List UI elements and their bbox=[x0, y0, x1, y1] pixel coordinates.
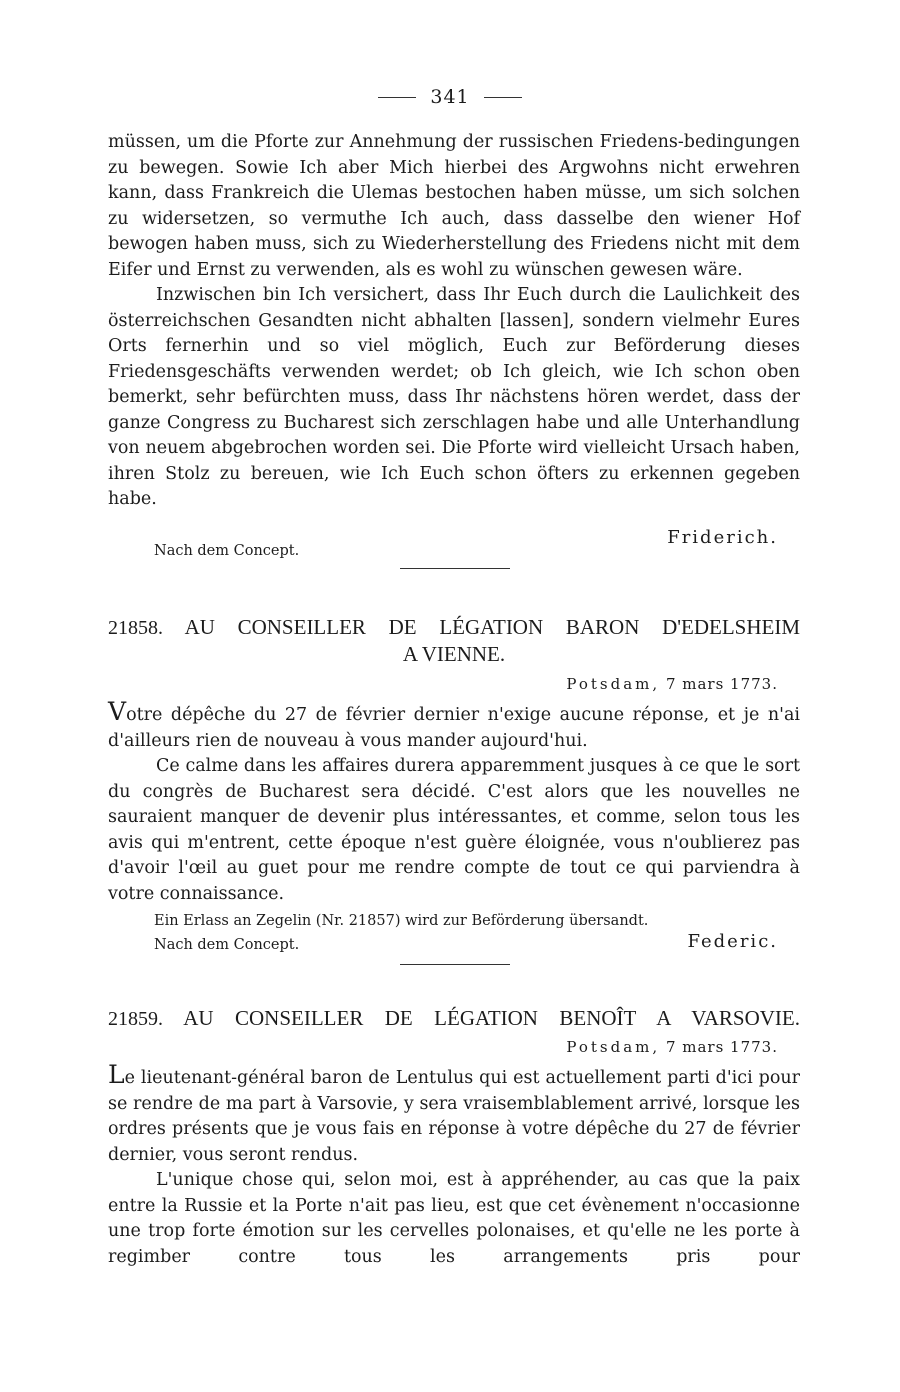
doc-21858-paragraph-1-text: otre dépêche du 27 de février dernier n'exige aucune réponse, et je n'ai d'ailleurs rien de nouveau à vous mander aujourd'hui. bbox=[108, 705, 800, 751]
letter-end-section bbox=[108, 130, 800, 513]
doc-21858-paragraph-1 bbox=[108, 699, 800, 754]
page-number: 341 bbox=[430, 86, 470, 108]
doc-21859-place: Potsdam, bbox=[566, 1038, 661, 1056]
doc-21859-dateline bbox=[108, 1038, 800, 1056]
doc-21858-place: Potsdam, bbox=[566, 675, 661, 693]
doc-21859-dropcap: L bbox=[108, 1060, 125, 1089]
doc-21859-heading bbox=[108, 1005, 800, 1032]
doc-21858-dropcap: V bbox=[108, 697, 127, 726]
doc-21859-paragraph-2: L'unique chose qui, selon moi, est à appréhender, au cas que la paix entre la Russie et la Porte n'ait pas lieu, est que cet évènement n'occasionne une trop forte émotion sur les cervelles polonaises, et qu'elle ne les porte à regimber contre tous les arrangements pris pour bbox=[108, 1170, 800, 1267]
letter-end-closing bbox=[108, 527, 800, 563]
doc-21858-heading bbox=[108, 614, 800, 641]
doc-21858-heading-line1: AU CONSEILLER DE LÉGATION BARON D'EDELSHEIM bbox=[184, 615, 800, 639]
section-divider-1 bbox=[400, 568, 510, 569]
doc-21859-number: 21859. bbox=[108, 1008, 163, 1030]
doc-21859-paragraph-1-text: e lieutenant-général baron de Lentulus qui est actuellement parti d'ici pour se rendre de ma part à Varsovie, y sera vraisemblablement arrivé, lorsque les ordres présents que je vous fais en réponse à votre dépêche du 27 de février dernier, vous seront rendus. bbox=[108, 1068, 800, 1165]
header-dash-right bbox=[484, 97, 522, 98]
page-header bbox=[0, 86, 900, 108]
doc-21858-closing bbox=[108, 933, 800, 957]
letter-end-paragraph-1: müssen, um die Pforte zur Annehmung der russischen Friedens-bedingungen zu bewegen. Sowie Ich aber Mich hierbei des Argwohns nicht erwehren kann, dass Frankreich die Ulemas bestochen haben müsse, um sich solchen zu widersetzen, so vermuthe Ich auch, dass dasselbe den wiener Hof bewogen haben muss, sich zu Wiederherstellung des Friedens nicht mit dem Eifer und Ernst zu verwenden, als es wohl zu wünschen gewesen wäre. bbox=[108, 132, 800, 280]
signature-friderich: Friderich. bbox=[667, 527, 778, 548]
document-21859 bbox=[108, 1005, 800, 1270]
section-divider-2 bbox=[400, 964, 510, 965]
doc-21858-dateline bbox=[108, 675, 800, 693]
letter-end-paragraph-2: Inzwischen bin Ich versichert, dass Ihr Euch durch die Laulichkeit des österreichschen Gesandten nicht abhalten [lassen], sondern vielmehr Eures Orts fernerhin und so viel möglich, Euch zur Beförderung dieses Friedensgeschäfts verwenden werdet; ob Ich gleich, wie Ich schon oben bemerkt, sehr befürchten muss, dass Ihr nächstens hören werdet, dass der ganze Congress zu Bucharest sich zerschlagen habe und alle Unterhandlung von neuem abgebrochen worden sei. Die Pforte wird vielleicht Ursach haben, ihren Stolz zu bereuen, wie Ich Euch schon öfters zu erkennen gegeben habe. bbox=[108, 285, 800, 509]
source-note-1: Nach dem Concept. bbox=[154, 543, 300, 559]
doc-21858-paragraph-2: Ce calme dans les affaires durera apparemment jusques à ce que le sort du congrès de Bucharest sera décidé. C'est alors que les nouvelles ne sauraient manquer de devenir plus intéressantes, et comme, selon tous les avis qui m'entrent, cette époque n'est guère éloignée, vous n'oublierez pas d'avoir l'œil au guet pour me rendre compte de tout ce qui parviendra à votre connaissance. bbox=[108, 756, 800, 904]
doc-21859-paragraph-1 bbox=[108, 1062, 800, 1168]
doc-21858-enclosure-note: Ein Erlass an Zegelin (Nr. 21857) wird zur Beförderung übersandt. bbox=[154, 913, 649, 929]
doc-21859-heading-text: AU CONSEILLER DE LÉGATION BENOÎT A VARSOVIE. bbox=[183, 1006, 801, 1030]
doc-21858-number: 21858. bbox=[108, 617, 163, 639]
doc-21858-source-note: Nach dem Concept. bbox=[154, 937, 300, 953]
doc-21859-date: 7 mars 1773. bbox=[665, 1038, 778, 1056]
document-21858 bbox=[108, 614, 800, 957]
doc-21858-date: 7 mars 1773. bbox=[665, 675, 778, 693]
signature-federic: Federic. bbox=[687, 931, 778, 952]
header-dash-left bbox=[378, 97, 416, 98]
doc-21858-heading-line2: A VIENNE. bbox=[402, 642, 506, 666]
